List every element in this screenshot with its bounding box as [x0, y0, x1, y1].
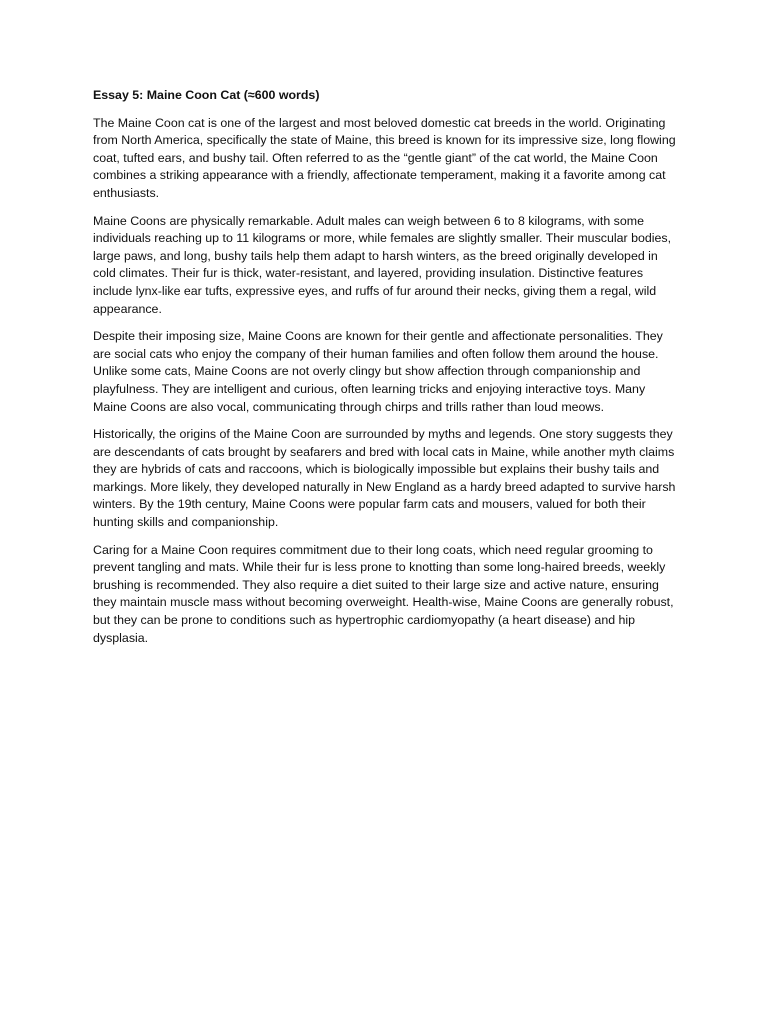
paragraph-history: Historically, the origins of the Maine Coon are surrounded by myths and legends. One story suggests they are descendants of cats brought by seafarers and bred with local cats in Maine, while another myth claims they are hybrids of cats and raccoons, which is biologically impossible but explains their bushy tails and markings. More likely, they developed naturally in New England as a hardy breed adapted to survive harsh winters. By the 19th century, Maine Coons were popular farm cats and mousers, valued for both their hunting skills and companionship. — [93, 427, 676, 530]
essay-title: Essay 5: Maine Coon Cat (≈600 words) — [93, 88, 320, 102]
paragraph-personality: Despite their imposing size, Maine Coons are known for their gentle and affectionate personalities. They are social cats who enjoy the company of their human families and often follow them around the house. Unlike some cats, Maine Coons are not overly clingy but show affection through companionship and playfulness. They are intelligent and curious, often learning tricks and enjoying interactive toys. Many Maine Coons are also vocal, communicating through chirps and trills rather than loud meows. — [93, 329, 663, 414]
paragraph-intro: The Maine Coon cat is one of the largest and most beloved domestic cat breeds in the world. Originating from North America, specifically the state of Maine, this breed is known for its impressive size, long flowing coat, tufted ears, and bushy tail. Often referred to as the “gentle giant” of the cat world, the Maine Coon combines a striking appearance with a friendly, affectionate temperament, making it a favorite among cat enthusiasts. — [93, 115, 676, 200]
paragraph-physical-traits: Maine Coons are physically remarkable. Adult males can weigh between 6 to 8 kilograms, with some individuals reaching up to 11 kilograms or more, while females are slightly smaller. Their muscular bodies, large paws, and long, bushy tails help them adapt to harsh winters, as the breed originally developed in cold climates. Their fur is thick, water-resistant, and layered, providing insulation. Distinctive features include lynx-like ear tufts, expressive eyes, and ruffs of fur around their necks, giving them a regal, wild appearance. — [93, 213, 672, 316]
paragraph-care: Caring for a Maine Coon requires commitment due to their long coats, which need regular grooming to prevent tangling and mats. While their fur is less prone to knotting than some long-haired breeds, weekly brushing is recommended. They also require a diet suited to their large size and active nature, ensuring they maintain muscle mass without becoming overweight. Health-wise, Maine Coons are generally robust, but they can be prone to conditions such as hypertrophic cardiomyopathy (a heart disease) and hip dysplasia. — [93, 542, 674, 645]
document-body — [93, 87, 677, 657]
